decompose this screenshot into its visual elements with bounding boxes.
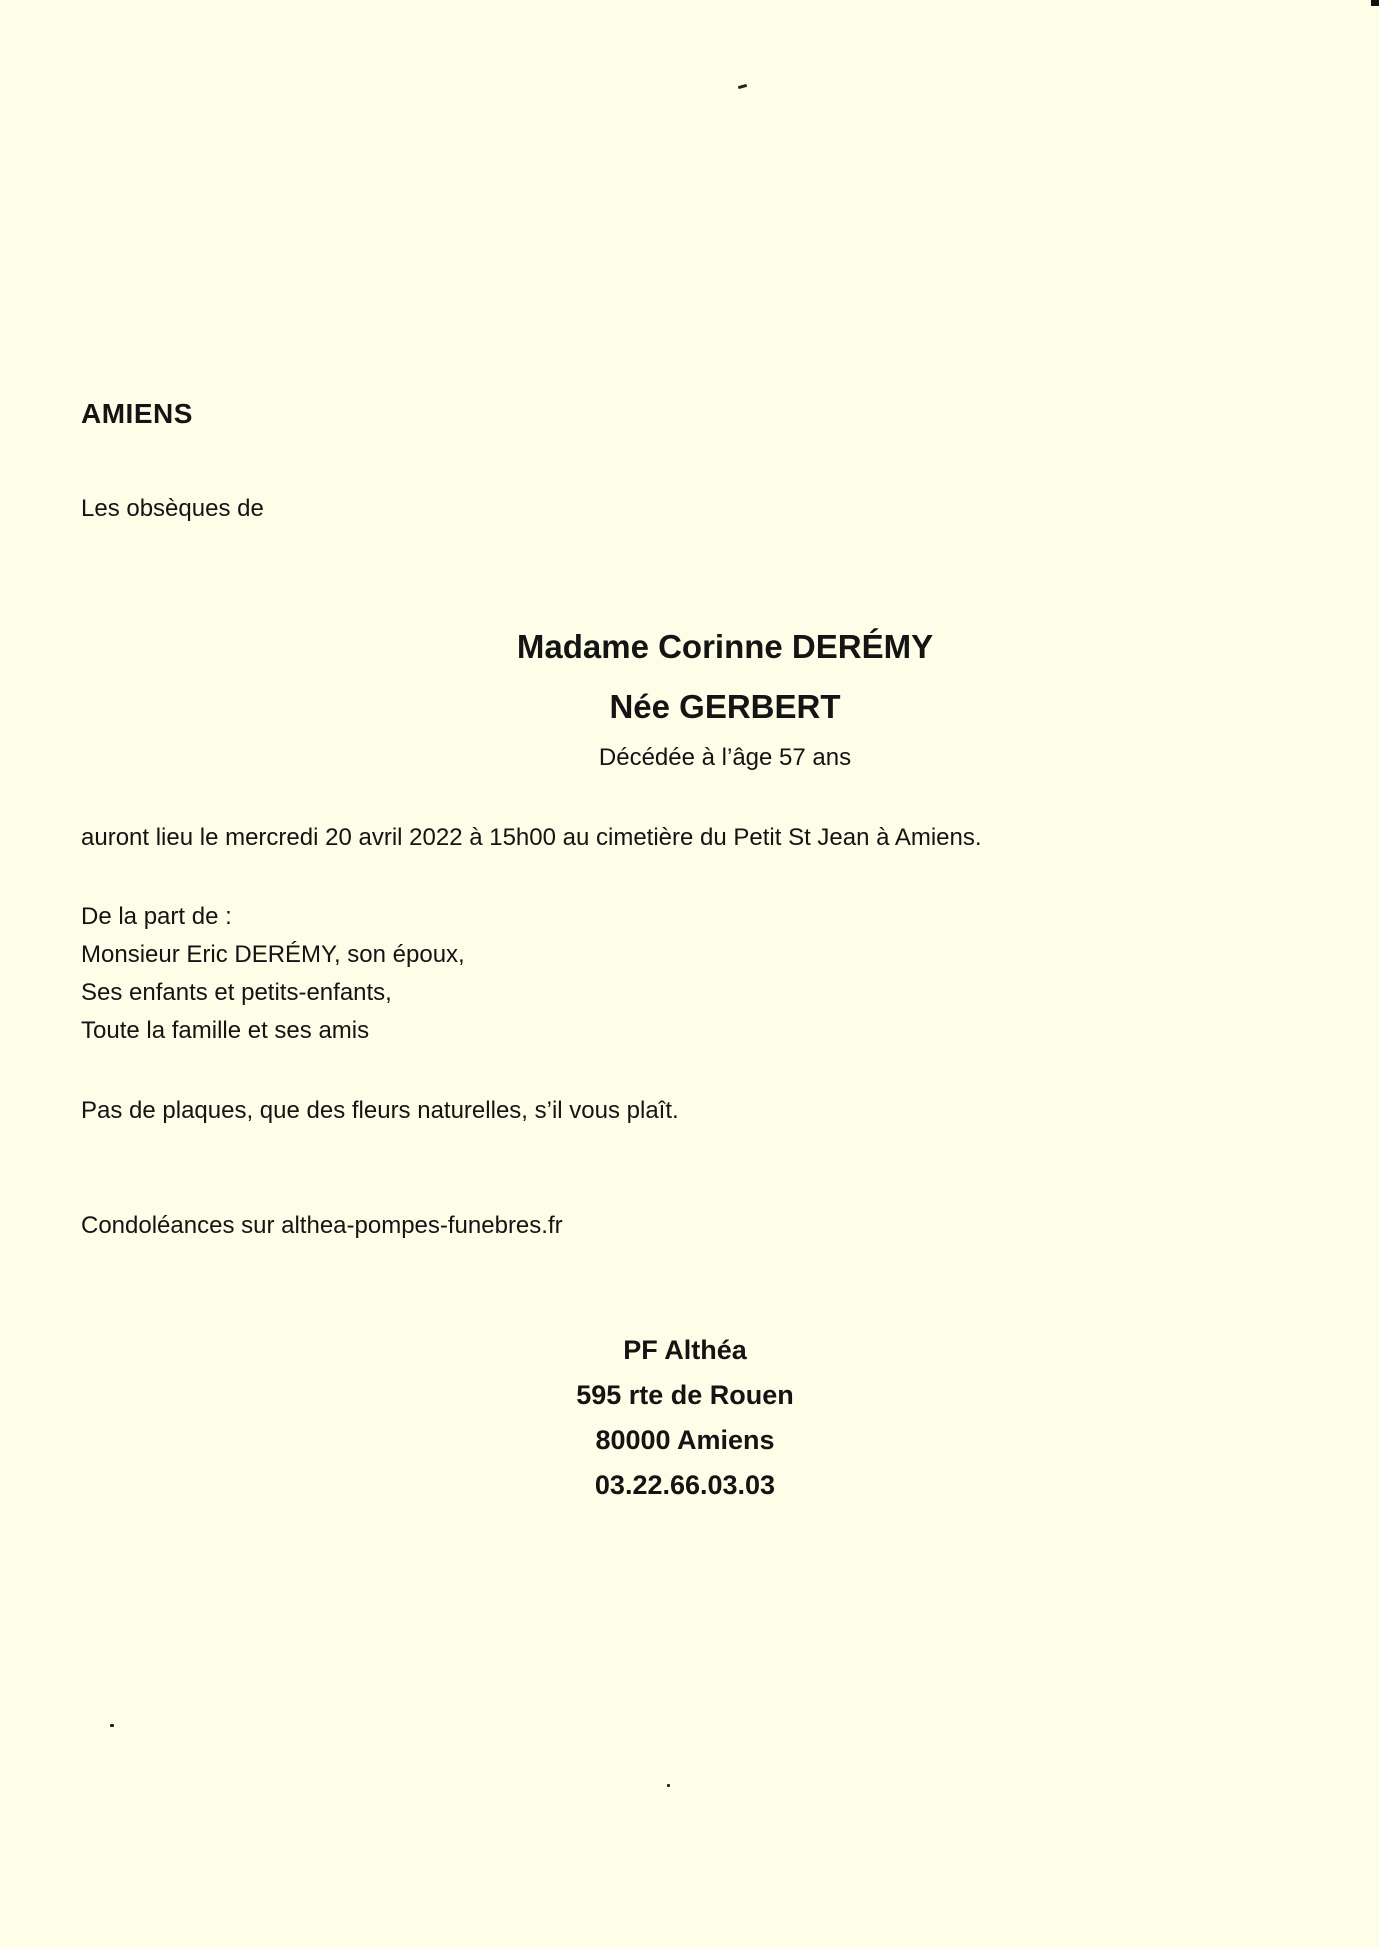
city-heading: AMIENS — [81, 398, 193, 429]
scan-edge-mark — [1371, 0, 1379, 6]
scan-speck — [667, 1784, 670, 1787]
funeral-home-name: PF Althéa — [623, 1335, 747, 1365]
funeral-home-city: 80000 Amiens — [595, 1425, 775, 1455]
family-list-item: De la part de : — [81, 903, 232, 930]
ceremony-details: auront lieu le mercredi 20 avril 2022 à 15h00 au cimetière du Petit St Jean à Amiens. — [81, 824, 982, 851]
intro-text: Les obsèques de — [81, 495, 264, 522]
funeral-home-block — [540, 1328, 830, 1508]
family-list-item: Ses enfants et petits-enfants, — [81, 979, 392, 1006]
maiden-name: Née GERBERT — [609, 688, 841, 725]
scan-speck — [738, 84, 747, 89]
family-list — [81, 898, 465, 1050]
deceased-name: Madame Corinne DERÉMY — [516, 628, 934, 665]
family-list-item: Toute la famille et ses amis — [81, 1017, 370, 1044]
age-at-death: Décédée à l’âge 57 ans — [598, 744, 852, 771]
funeral-home-phone: 03.22.66.03.03 — [594, 1470, 776, 1500]
condolences-text: Condoléances sur althea-pompes-funebres.fr — [81, 1212, 563, 1239]
scan-speck — [110, 1724, 114, 1727]
flowers-request: Pas de plaques, que des fleurs naturelles, s’il vous plaît. — [81, 1097, 679, 1124]
funeral-home-street: 595 rte de Rouen — [576, 1380, 794, 1410]
family-list-item: Monsieur Eric DERÉMY, son époux, — [81, 941, 465, 968]
